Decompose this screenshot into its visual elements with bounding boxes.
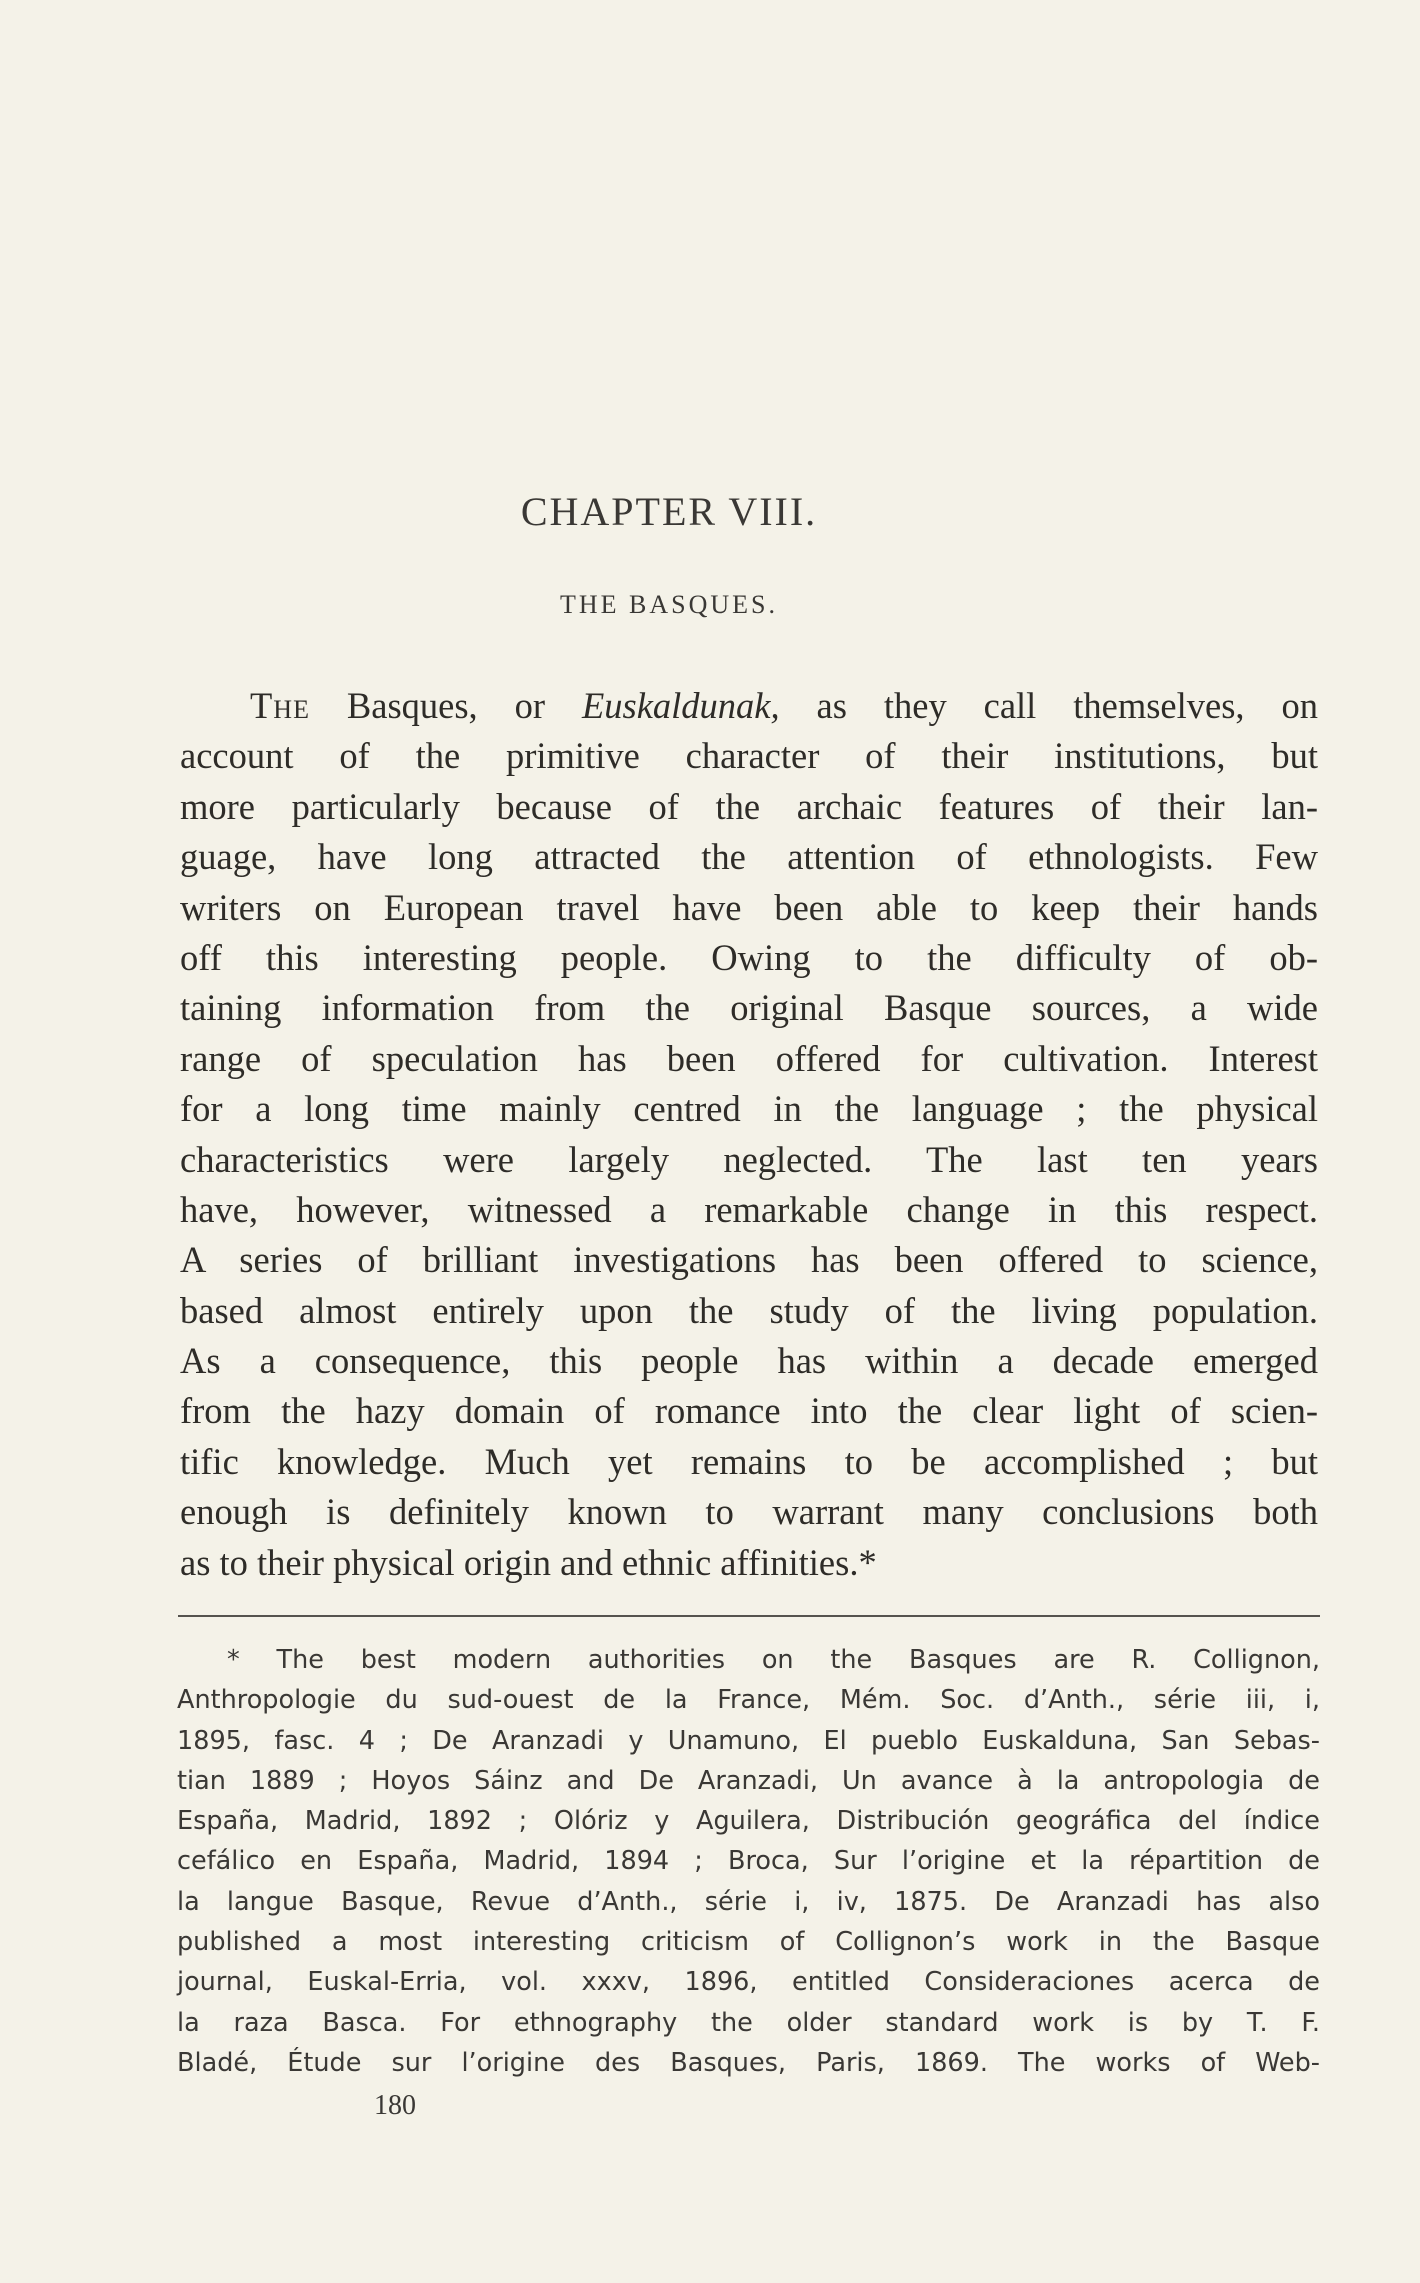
body-line: off this interesting people. Owing to the difficulty of ob-: [180, 936, 1318, 978]
footnote-line: 1895, fasc. 4 ; De Aranzadi y Unamuno, El pueblo Euskalduna, San Sebas-: [177, 1725, 1320, 1756]
footnote-line: published a most interesting criticism of Collignon’s work in the Basque: [177, 1927, 1320, 1958]
body-line: As a consequence, this people has within a decade emerged: [180, 1340, 1318, 1382]
body-line: account of the primitive character of their institutions, but: [180, 735, 1318, 777]
footnote-line: España, Madrid, 1892 ; Olóriz y Aguilera, Distribución geográfica del índice: [177, 1806, 1320, 1837]
body-line: range of speculation has been offered for cultivation. Interest: [180, 1037, 1318, 1079]
footnote-line: journal, Euskal-Erria, vol. xxxv, 1896, entitled Consideraciones acerca de: [177, 1967, 1320, 1998]
body-line: from the hazy domain of romance into the clear light of scien-: [180, 1390, 1318, 1432]
footnote: [177, 1640, 1320, 2083]
body-line: more particularly because of the archaic features of their lan-: [180, 785, 1318, 827]
body-line: [180, 681, 1318, 731]
page-number: 180: [374, 2090, 416, 2121]
footnote-divider: [178, 1615, 1320, 1617]
chapter-title: CHAPTER VIII.: [520, 489, 818, 534]
footnote-line: la langue Basque, Revue d’Anth., série i, iv, 1875. De Aranzadi has also: [177, 1886, 1320, 1917]
chapter-subtitle: THE BASQUES.: [559, 590, 778, 619]
footnote-line: tian 1889 ; Hoyos Sáinz and De Aranzadi, Un avance à la antropologia de: [177, 1765, 1320, 1796]
footnote-line: Bladé, Étude sur l’origine des Basques, Paris, 1869. The works of Web-: [177, 2047, 1320, 2078]
footnote-line: cefálico en España, Madrid, 1894 ; Broca, Sur l’origine et la répartition de: [177, 1846, 1320, 1877]
body-paragraph: [180, 681, 1318, 1588]
body-line: writers on European travel have been able to keep their hands: [180, 886, 1318, 928]
body-line: have, however, witnessed a remarkable change in this respect.: [180, 1188, 1318, 1230]
body-line: A series of brilliant investigations has been offered to science,: [180, 1239, 1318, 1281]
body-line: for a long time mainly centred in the language ; the physical: [180, 1088, 1318, 1130]
body-line: guage, have long attracted the attention of ethnologists. Few: [180, 836, 1318, 878]
lead-word: The: [250, 685, 310, 726]
footnote-line: Anthropologie du sud-ouest de la France, Mém. Soc. d’Anth., série iii, i,: [177, 1685, 1320, 1716]
body-line: taining information from the original Basque sources, a wide: [180, 987, 1318, 1029]
body-line-footnote-ref: as to their physical origin and ethnic affinities.*: [180, 1541, 877, 1583]
body-line: characteristics were largely neglected. The last ten years: [180, 1138, 1318, 1180]
footnote-line: * The best modern authorities on the Basques are R. Collignon,: [227, 1645, 1320, 1675]
body-line-text: Basques, or: [309, 685, 582, 726]
body-line-text: as they call themselves, on: [779, 685, 1318, 726]
footnote-line: la raza Basca. For ethnography the older standard work is by T. F.: [177, 2007, 1320, 2038]
body-line: enough is definitely known to warrant many conclusions both: [180, 1491, 1318, 1533]
basque-name: Euskaldunak,: [581, 685, 780, 726]
body-line: based almost entirely upon the study of the living population.: [180, 1289, 1318, 1331]
body-line: tific knowledge. Much yet remains to be accomplished ; but: [180, 1440, 1318, 1482]
